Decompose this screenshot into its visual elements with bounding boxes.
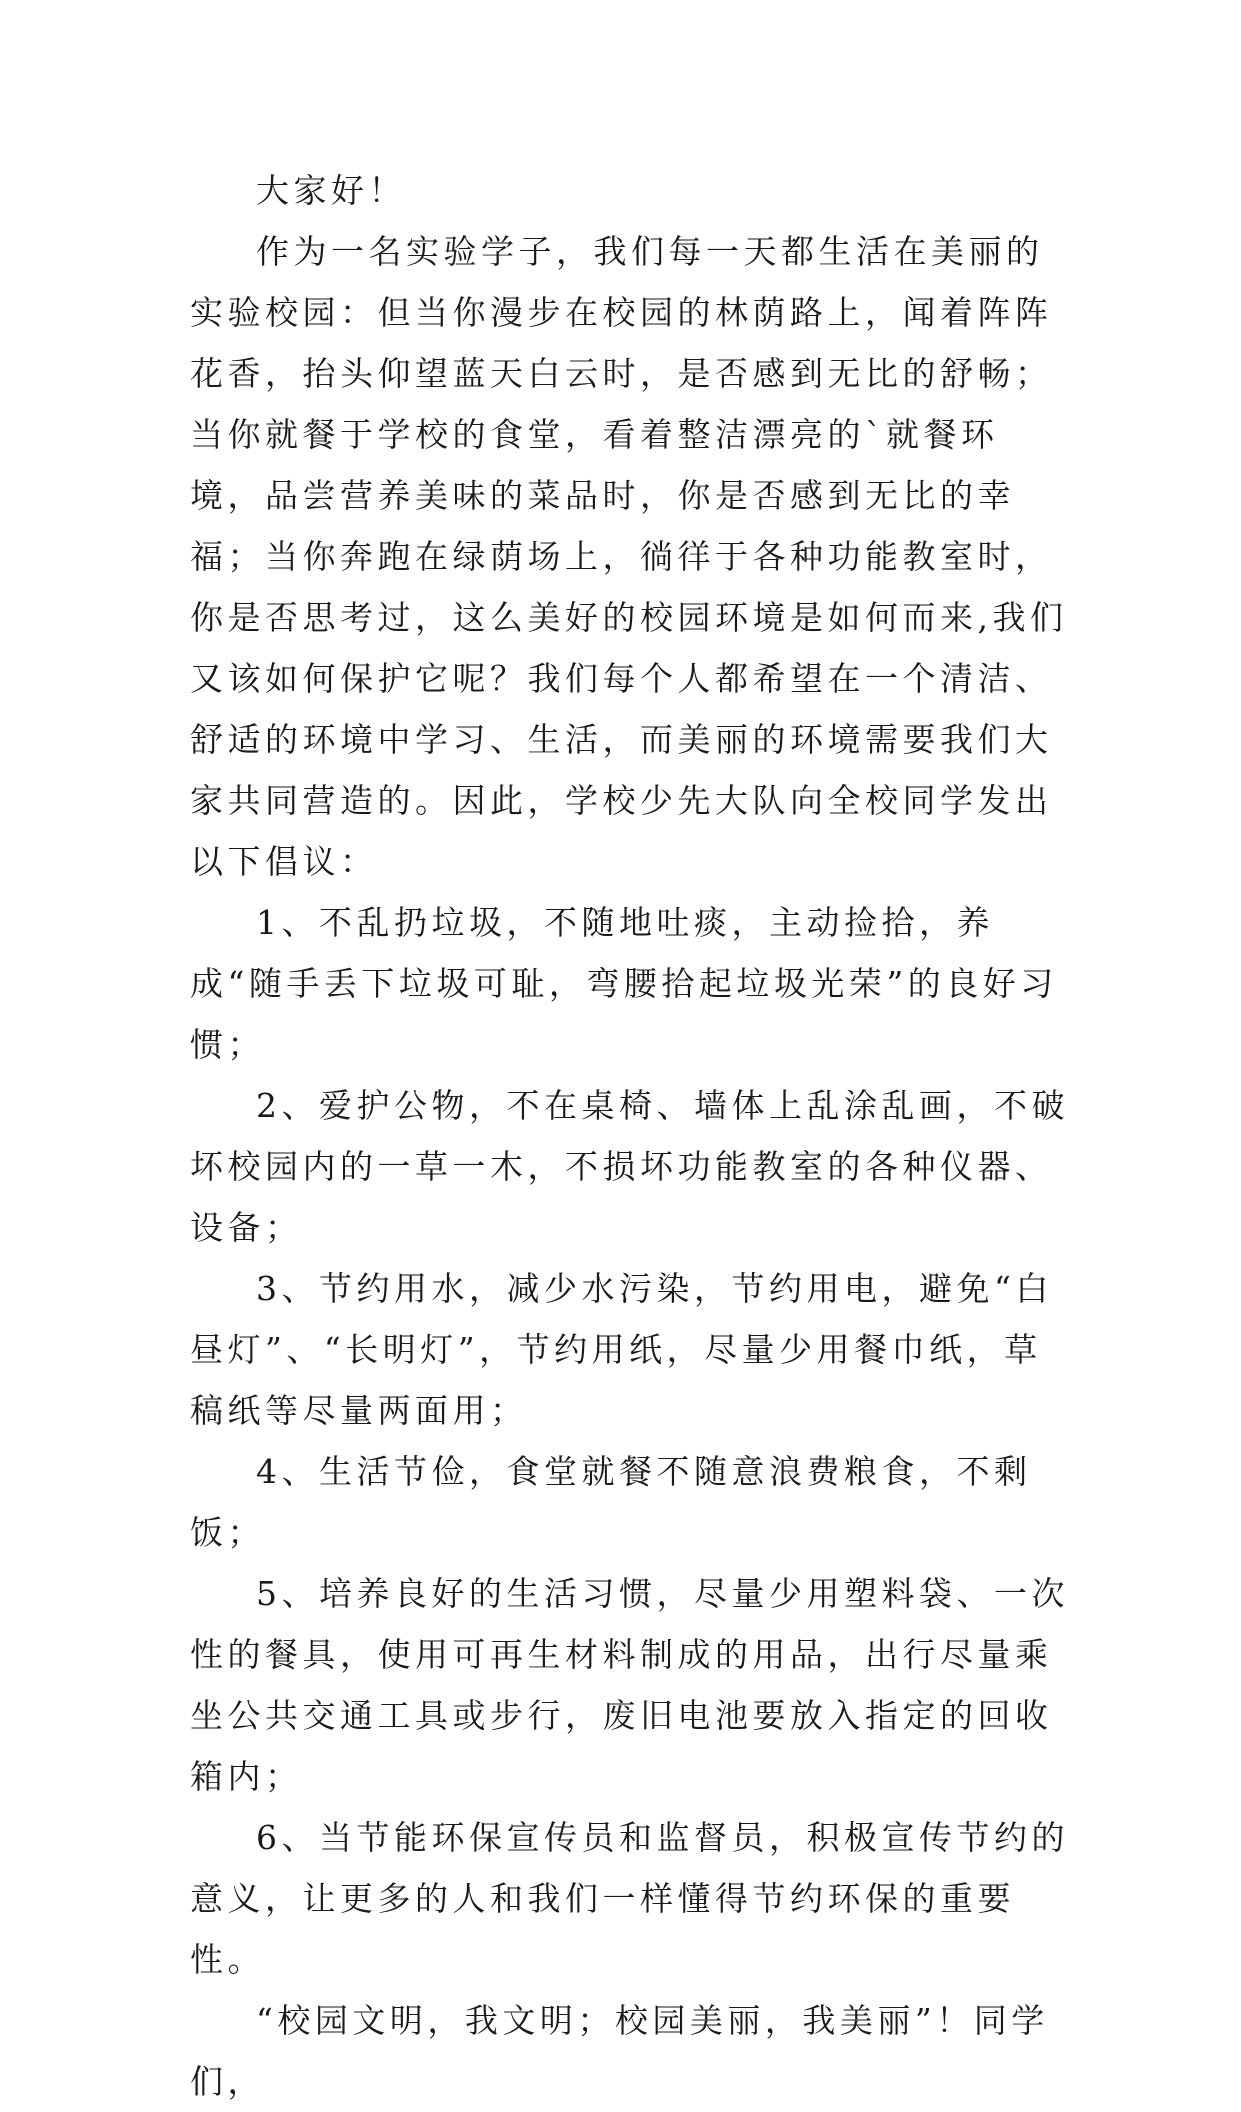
proposal-item-5: 5、培养良好的生活习惯，尽量少用塑料袋、一次性的餐具，使用可再生材料制成的用品，出行尽量乘坐公共交通工具或步行，废旧电池要放入指定的回收箱内； <box>190 1574 1069 1796</box>
proposal-item-2: 2、爱护公物，不在桌椅、墙体上乱涂乱画，不破坏校园内的一草一木，不损坏功能教室的各种仪器、设备； <box>190 1086 1069 1247</box>
intro-paragraph: 作为一名实验学子，我们每一天都生活在美丽的实验校园：但当你漫步在校园的林荫路上，闻着阵阵花香，抬头仰望蓝天白云时，是否感到无比的舒畅；当你就餐于学校的食堂，看着整洁漂亮的`就餐环境，品尝营养美味的菜品时，你是否感到无比的幸福；当你奔跑在绿荫场上，徜徉于各种功能教室时，你是否思考过，这么美好的校园环境是如何而来,我们又该如何保护它呢？我们每个人都希望在一个清洁、舒适的环境中学习、生活，而美丽的环境需要我们大家共同营造的。因此，学校少先大队向全校同学发出以下倡议： <box>190 232 1068 881</box>
closing-paragraph: “校园文明，我文明；校园美丽，我美丽”！同学们， <box>190 2001 1049 2101</box>
proposal-item-3: 3、节约用水，减少水污染，节约用电，避免“白昼灯”、“长明灯”，节约用纸，尽量少用餐巾纸，草稿纸等尽量两面用； <box>190 1269 1053 1430</box>
proposal-item-6: 6、当节能环保宣传员和监督员，积极宣传节约的意义，让更多的人和我们一样懂得节约环保的重要性。 <box>190 1818 1069 1979</box>
proposal-item-1: 1、不乱扔垃圾，不随地吐痰，主动捡拾，养成“随手丢下垃圾可耻，弯腰拾起垃圾光荣”的良好习惯； <box>190 903 1058 1064</box>
proposal-item-4: 4、生活节俭，食堂就餐不随意浪费粮食，不剩饭； <box>190 1452 1032 1552</box>
greeting-paragraph: 大家好！ <box>256 171 406 210</box>
document-body <box>190 160 1070 2112</box>
